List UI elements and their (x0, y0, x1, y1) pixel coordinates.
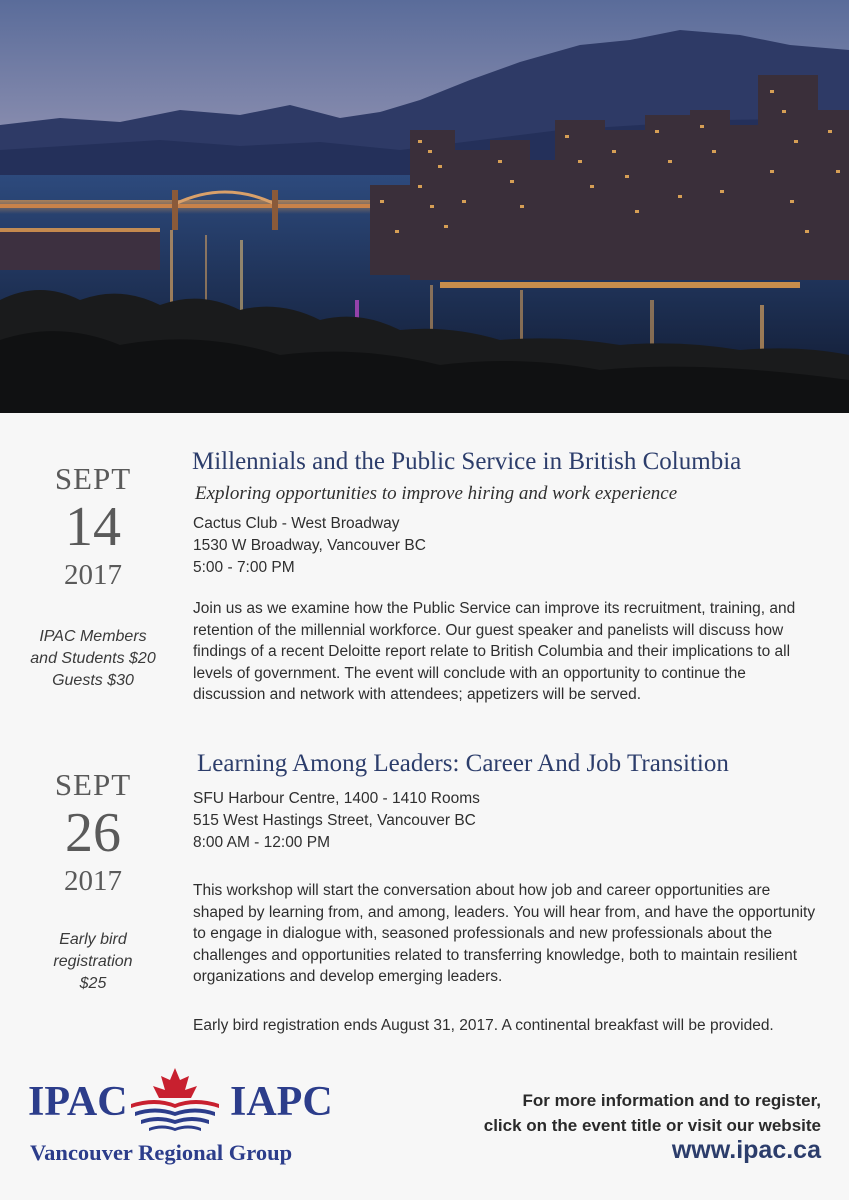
event-1-date (18, 461, 168, 592)
event-2-description: This workshop will start the conversation about how job and career opportunities are shaped by learning from, and among, leaders. You will hear from, and have the opportunity to engage in dialogue with, seasoned professionals and new professionals about the challenges and opportunities related to transferring knowledge, both to maintain resilient organizations and develop emerging leaders. (193, 882, 816, 985)
city-night-photo (0, 0, 849, 413)
price-line: Early bird (59, 931, 127, 948)
event-date-month: SEPT (54, 767, 132, 802)
event-date-day: 14 (65, 496, 121, 558)
cta-line: For more information and to register, (522, 1091, 821, 1110)
venue-name: SFU Harbour Centre, 1400 - 1410 Rooms (193, 790, 480, 807)
event-date-month: SEPT (54, 461, 132, 496)
event-date-year: 2017 (64, 559, 122, 591)
venue-address: 1530 W Broadway, Vancouver BC (193, 537, 426, 554)
event-date-day: 26 (65, 802, 121, 864)
event-1-description: Join us as we examine how the Public Service can improve its recruitment, training, and retention of the millennial workforce. Our guest speaker and panelists will discuss how findings of a recent Deloitte report relate to British Columbia and their implications to all levels of government. The event will conclude with an opportunity to continue the discussion and network with attendees; appetizers will be served. (193, 600, 796, 703)
event-1-subtitle: Exploring opportunities to improve hiring and work experience (195, 483, 678, 504)
venue-name: Cactus Club - West Broadway (193, 515, 400, 532)
event-time: 5:00 - 7:00 PM (193, 559, 295, 576)
event-2-date (18, 767, 168, 898)
register-info (484, 1088, 821, 1138)
iapc-logo-text: IAPC (230, 1079, 333, 1125)
ipac-logo-text: IPAC (28, 1079, 128, 1125)
hero-image-vancouver-skyline (0, 0, 849, 413)
event-date-year: 2017 (64, 865, 122, 897)
website-link[interactable]: www.ipac.ca (671, 1136, 821, 1164)
event-2-price (18, 929, 168, 995)
event-2-title-link[interactable]: Learning Among Leaders: Career And Job Transition (197, 750, 729, 777)
price-line: IPAC Members (39, 628, 147, 645)
event-time: 8:00 AM - 12:00 PM (193, 834, 330, 851)
event-2-note: Early bird registration ends August 31, 2017. A continental breakfast will be provided. (193, 1017, 774, 1034)
price-line: Guests $30 (52, 672, 134, 689)
cta-line: click on the event title or visit our website (483, 1116, 821, 1135)
footer (0, 1060, 849, 1200)
event-1-venue (193, 513, 426, 579)
logo-subtitle: Vancouver Regional Group (30, 1140, 293, 1165)
price-line: registration (53, 953, 133, 970)
venue-address: 515 West Hastings Street, Vancouver BC (193, 812, 476, 829)
price-line: $25 (79, 975, 107, 992)
event-1-price (18, 626, 168, 692)
price-line: and Students $20 (30, 650, 156, 667)
maple-leaf-icon (127, 1068, 223, 1139)
event-2-venue (193, 788, 480, 854)
event-1-title-link[interactable]: Millennials and the Public Service in British Columbia (192, 448, 742, 475)
